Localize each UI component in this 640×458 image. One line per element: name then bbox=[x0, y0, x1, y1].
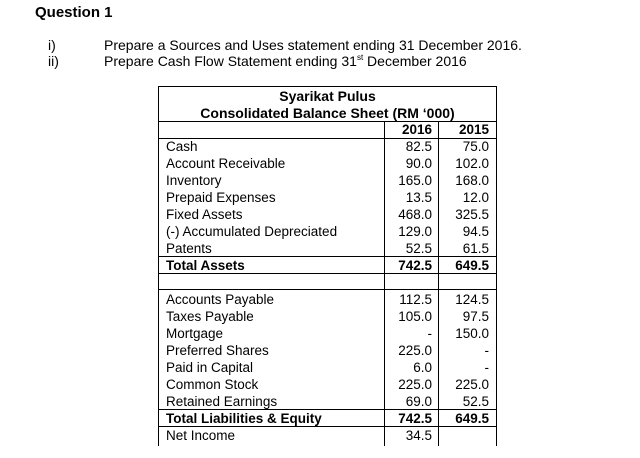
row-label: Accounts Payable bbox=[166, 292, 275, 307]
table-row bbox=[159, 308, 496, 325]
table-row bbox=[159, 376, 496, 393]
value-2016: 105.0 bbox=[398, 309, 432, 324]
row-label: Total Assets bbox=[166, 258, 245, 273]
table-title-block bbox=[159, 86, 496, 122]
value-2016: 34.5 bbox=[405, 428, 432, 443]
table-row bbox=[159, 155, 496, 172]
value-2015: 52.5 bbox=[462, 394, 489, 409]
question-heading: Question 1 bbox=[35, 4, 113, 21]
value-2015: 12.0 bbox=[462, 190, 489, 205]
value-2015: 649.5 bbox=[455, 411, 489, 426]
row-label: Fixed Assets bbox=[166, 207, 243, 222]
value-2016: 225.0 bbox=[398, 377, 432, 392]
value-2015: - bbox=[484, 343, 489, 358]
row-label: Retained Earnings bbox=[166, 394, 278, 409]
row-label: Total Liabilities & Equity bbox=[166, 411, 322, 426]
column-header-row bbox=[159, 121, 496, 138]
value-2016: 225.0 bbox=[398, 343, 432, 358]
value-2016: 742.5 bbox=[398, 258, 432, 273]
value-2016: 129.0 bbox=[398, 224, 432, 239]
value-2015: 168.0 bbox=[455, 173, 489, 188]
value-2015: 325.5 bbox=[455, 207, 489, 222]
table-row bbox=[159, 291, 496, 308]
net-income-row bbox=[159, 427, 496, 444]
table-row bbox=[159, 342, 496, 359]
row-label: Cash bbox=[166, 139, 198, 154]
company-name: Syarikat Pulus bbox=[279, 88, 376, 104]
total-liabilities-row bbox=[159, 410, 496, 427]
task-number: i) bbox=[48, 37, 56, 53]
value-2016: 742.5 bbox=[398, 411, 432, 426]
row-label: Inventory bbox=[166, 173, 222, 188]
value-2015: 649.5 bbox=[455, 258, 489, 273]
value-2016: 6.0 bbox=[413, 360, 432, 375]
row-label: Account Receivable bbox=[166, 156, 286, 171]
table-row bbox=[159, 393, 496, 410]
row-label: Prepaid Expenses bbox=[166, 190, 276, 205]
table-rows bbox=[159, 121, 496, 444]
table-row bbox=[159, 172, 496, 189]
column-header-2015: 2015 bbox=[458, 122, 489, 137]
table-title: Consolidated Balance Sheet (RM ‘000) bbox=[200, 105, 455, 121]
row-label: Taxes Payable bbox=[166, 309, 254, 324]
table-row bbox=[159, 223, 496, 240]
row-label: Paid in Capital bbox=[166, 360, 254, 375]
row-label: Mortgage bbox=[166, 326, 224, 341]
value-2015: 225.0 bbox=[455, 377, 489, 392]
spacer-row bbox=[159, 274, 496, 291]
table-row bbox=[159, 189, 496, 206]
task-text: Prepare Cash Flow Statement ending 31st December 2016 bbox=[104, 53, 467, 69]
table-row bbox=[159, 325, 496, 342]
value-2016: 69.0 bbox=[405, 394, 432, 409]
column-header-2016: 2016 bbox=[401, 122, 432, 137]
row-label: Patents bbox=[166, 241, 212, 256]
value-2016: 90.0 bbox=[405, 156, 432, 171]
table-row bbox=[159, 359, 496, 376]
value-2015: - bbox=[484, 360, 489, 375]
row-label: Common Stock bbox=[166, 377, 259, 392]
value-2016: 112.5 bbox=[399, 292, 432, 307]
value-2016: 165.0 bbox=[398, 173, 432, 188]
ordinal-suffix: st bbox=[356, 53, 364, 62]
table-row bbox=[159, 206, 496, 223]
total-assets-row bbox=[159, 257, 496, 274]
value-2016: 468.0 bbox=[398, 207, 432, 222]
row-label: Net Income bbox=[166, 428, 236, 443]
value-2016: 52.5 bbox=[405, 241, 432, 256]
value-2015: 150.0 bbox=[455, 326, 489, 341]
value-2016: 13.5 bbox=[405, 190, 432, 205]
task-text: Prepare a Sources and Uses statement ending 31 December 2016. bbox=[104, 37, 522, 53]
value-2016: 82.5 bbox=[405, 139, 432, 154]
row-label: (-) Accumulated Depreciated bbox=[166, 224, 338, 239]
balance-sheet-table bbox=[158, 86, 497, 446]
value-2015: 75.0 bbox=[462, 139, 489, 154]
table-row bbox=[159, 138, 496, 155]
value-2016: - bbox=[427, 326, 432, 341]
value-2015: 102.0 bbox=[455, 156, 489, 171]
value-2015: 97.5 bbox=[462, 309, 489, 324]
table-row bbox=[159, 240, 496, 257]
value-2015: 61.5 bbox=[462, 241, 489, 256]
task-number: ii) bbox=[48, 53, 59, 69]
row-label: Preferred Shares bbox=[166, 343, 269, 358]
value-2015: 124.5 bbox=[455, 292, 489, 307]
value-2015: 94.5 bbox=[462, 224, 489, 239]
